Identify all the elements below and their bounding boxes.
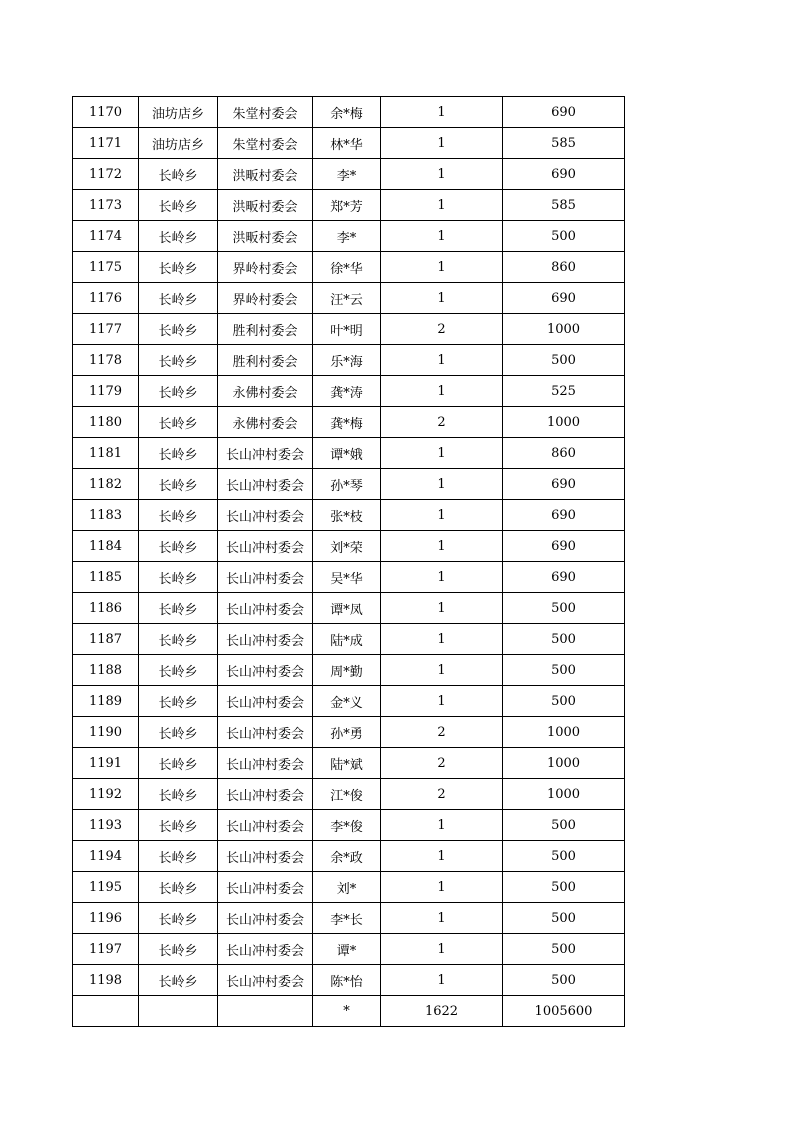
- amount-cell: 1000: [503, 779, 625, 810]
- table-row: [73, 500, 625, 531]
- township-cell: 长岭乡: [139, 531, 218, 562]
- row-number-cell: 1198: [73, 965, 139, 996]
- total-village-committee-cell: [218, 996, 313, 1027]
- township-cell: 长岭乡: [139, 252, 218, 283]
- row-number-cell: 1170: [73, 97, 139, 128]
- township-cell: 长岭乡: [139, 748, 218, 779]
- household-count-cell: 1: [381, 593, 503, 624]
- amount-cell: 500: [503, 965, 625, 996]
- total-row: [73, 996, 625, 1027]
- township-cell: 长岭乡: [139, 934, 218, 965]
- row-number-cell: 1175: [73, 252, 139, 283]
- table-row: [73, 438, 625, 469]
- table-row: [73, 624, 625, 655]
- table-body: [73, 97, 625, 1027]
- amount-cell: 500: [503, 221, 625, 252]
- township-cell: 长岭乡: [139, 717, 218, 748]
- amount-cell: 500: [503, 624, 625, 655]
- household-count-cell: 1: [381, 655, 503, 686]
- row-number-cell: 1174: [73, 221, 139, 252]
- amount-cell: 500: [503, 593, 625, 624]
- village-committee-cell: 朱堂村委会: [218, 97, 313, 128]
- amount-cell: 500: [503, 810, 625, 841]
- row-number-cell: 1187: [73, 624, 139, 655]
- household-count-cell: 1: [381, 686, 503, 717]
- amount-cell: 585: [503, 190, 625, 221]
- household-count-cell: 1: [381, 345, 503, 376]
- person-name-cell: 余*梅: [313, 97, 381, 128]
- table-row: [73, 562, 625, 593]
- person-name-cell: 徐*华: [313, 252, 381, 283]
- person-name-cell: 张*枝: [313, 500, 381, 531]
- row-number-cell: 1195: [73, 872, 139, 903]
- township-cell: 长岭乡: [139, 159, 218, 190]
- household-count-cell: 1: [381, 624, 503, 655]
- person-name-cell: 刘*: [313, 872, 381, 903]
- household-count-cell: 1: [381, 159, 503, 190]
- village-committee-cell: 长山冲村委会: [218, 903, 313, 934]
- row-number-cell: 1179: [73, 376, 139, 407]
- village-committee-cell: 长山冲村委会: [218, 748, 313, 779]
- row-number-cell: 1190: [73, 717, 139, 748]
- person-name-cell: 陆*斌: [313, 748, 381, 779]
- table-row: [73, 593, 625, 624]
- township-cell: 长岭乡: [139, 190, 218, 221]
- village-committee-cell: 长山冲村委会: [218, 779, 313, 810]
- row-number-cell: 1193: [73, 810, 139, 841]
- amount-cell: 500: [503, 934, 625, 965]
- person-name-cell: 李*俊: [313, 810, 381, 841]
- amount-cell: 585: [503, 128, 625, 159]
- row-number-cell: 1173: [73, 190, 139, 221]
- household-count-cell: 1: [381, 252, 503, 283]
- row-number-cell: 1197: [73, 934, 139, 965]
- household-count-cell: 1: [381, 531, 503, 562]
- township-cell: 长岭乡: [139, 965, 218, 996]
- household-count-cell: 1: [381, 469, 503, 500]
- row-number-cell: 1185: [73, 562, 139, 593]
- household-count-cell: 2: [381, 407, 503, 438]
- row-number-cell: 1171: [73, 128, 139, 159]
- amount-cell: 1000: [503, 407, 625, 438]
- table-row: [73, 469, 625, 500]
- row-number-cell: 1189: [73, 686, 139, 717]
- table-row: [73, 128, 625, 159]
- person-name-cell: 谭*娥: [313, 438, 381, 469]
- table-row: [73, 345, 625, 376]
- person-name-cell: 谭*凤: [313, 593, 381, 624]
- person-name-cell: 吴*华: [313, 562, 381, 593]
- amount-cell: 1000: [503, 717, 625, 748]
- household-count-cell: 2: [381, 717, 503, 748]
- household-count-cell: 1: [381, 221, 503, 252]
- amount-cell: 500: [503, 903, 625, 934]
- township-cell: 长岭乡: [139, 469, 218, 500]
- village-committee-cell: 永佛村委会: [218, 407, 313, 438]
- row-number-cell: 1196: [73, 903, 139, 934]
- township-cell: 长岭乡: [139, 283, 218, 314]
- village-committee-cell: 长山冲村委会: [218, 872, 313, 903]
- household-count-cell: 1: [381, 934, 503, 965]
- table-row: [73, 903, 625, 934]
- person-name-cell: 李*: [313, 221, 381, 252]
- table-row: [73, 97, 625, 128]
- village-committee-cell: 长山冲村委会: [218, 562, 313, 593]
- table-row: [73, 376, 625, 407]
- village-committee-cell: 长山冲村委会: [218, 438, 313, 469]
- village-committee-cell: 长山冲村委会: [218, 810, 313, 841]
- row-number-cell: 1178: [73, 345, 139, 376]
- amount-cell: 690: [503, 562, 625, 593]
- household-count-cell: 1: [381, 965, 503, 996]
- amount-cell: 500: [503, 686, 625, 717]
- amount-cell: 1000: [503, 748, 625, 779]
- row-number-cell: 1194: [73, 841, 139, 872]
- village-committee-cell: 长山冲村委会: [218, 841, 313, 872]
- person-name-cell: 江*俊: [313, 779, 381, 810]
- township-cell: 长岭乡: [139, 779, 218, 810]
- village-committee-cell: 长山冲村委会: [218, 965, 313, 996]
- household-count-cell: 1: [381, 128, 503, 159]
- village-committee-cell: 洪畈村委会: [218, 221, 313, 252]
- township-cell: 长岭乡: [139, 314, 218, 345]
- table-row: [73, 190, 625, 221]
- table-row: [73, 159, 625, 190]
- household-count-cell: 1: [381, 810, 503, 841]
- data-table: [72, 96, 625, 1027]
- township-cell: 油坊店乡: [139, 128, 218, 159]
- row-number-cell: 1172: [73, 159, 139, 190]
- township-cell: 长岭乡: [139, 407, 218, 438]
- total-row-number-cell: [73, 996, 139, 1027]
- village-committee-cell: 朱堂村委会: [218, 128, 313, 159]
- household-count-cell: 2: [381, 314, 503, 345]
- total-household-count-cell: 1622: [381, 996, 503, 1027]
- township-cell: 长岭乡: [139, 810, 218, 841]
- village-committee-cell: 界岭村委会: [218, 283, 313, 314]
- village-committee-cell: 长山冲村委会: [218, 655, 313, 686]
- household-count-cell: 1: [381, 283, 503, 314]
- amount-cell: 860: [503, 438, 625, 469]
- person-name-cell: 叶*明: [313, 314, 381, 345]
- township-cell: 长岭乡: [139, 376, 218, 407]
- person-name-cell: 汪*云: [313, 283, 381, 314]
- township-cell: 长岭乡: [139, 872, 218, 903]
- person-name-cell: 谭*: [313, 934, 381, 965]
- household-count-cell: 2: [381, 779, 503, 810]
- table-row: [73, 283, 625, 314]
- person-name-cell: 乐*海: [313, 345, 381, 376]
- person-name-cell: 陈*怡: [313, 965, 381, 996]
- table-row: [73, 314, 625, 345]
- village-committee-cell: 洪畈村委会: [218, 190, 313, 221]
- household-count-cell: 1: [381, 97, 503, 128]
- household-count-cell: 1: [381, 376, 503, 407]
- person-name-cell: 孙*琴: [313, 469, 381, 500]
- row-number-cell: 1182: [73, 469, 139, 500]
- table-row: [73, 655, 625, 686]
- person-name-cell: 郑*芳: [313, 190, 381, 221]
- row-number-cell: 1184: [73, 531, 139, 562]
- township-cell: 长岭乡: [139, 841, 218, 872]
- amount-cell: 690: [503, 531, 625, 562]
- village-committee-cell: 长山冲村委会: [218, 934, 313, 965]
- total-amount-cell: 1005600: [503, 996, 625, 1027]
- table-row: [73, 810, 625, 841]
- village-committee-cell: 长山冲村委会: [218, 469, 313, 500]
- village-committee-cell: 界岭村委会: [218, 252, 313, 283]
- amount-cell: 1000: [503, 314, 625, 345]
- table-row: [73, 407, 625, 438]
- household-count-cell: 1: [381, 562, 503, 593]
- person-name-cell: 李*长: [313, 903, 381, 934]
- table-row: [73, 872, 625, 903]
- village-committee-cell: 长山冲村委会: [218, 686, 313, 717]
- township-cell: 长岭乡: [139, 655, 218, 686]
- person-name-cell: 龚*涛: [313, 376, 381, 407]
- person-name-cell: 刘*荣: [313, 531, 381, 562]
- village-committee-cell: 长山冲村委会: [218, 593, 313, 624]
- person-name-cell: 周*勤: [313, 655, 381, 686]
- village-committee-cell: 长山冲村委会: [218, 500, 313, 531]
- village-committee-cell: 胜利村委会: [218, 345, 313, 376]
- person-name-cell: 林*华: [313, 128, 381, 159]
- table-row: [73, 965, 625, 996]
- table-row: [73, 717, 625, 748]
- township-cell: 长岭乡: [139, 686, 218, 717]
- person-name-cell: 李*: [313, 159, 381, 190]
- village-committee-cell: 长山冲村委会: [218, 624, 313, 655]
- table-row: [73, 252, 625, 283]
- township-cell: 长岭乡: [139, 903, 218, 934]
- village-committee-cell: 长山冲村委会: [218, 717, 313, 748]
- household-count-cell: 2: [381, 748, 503, 779]
- township-cell: 长岭乡: [139, 345, 218, 376]
- amount-cell: 500: [503, 841, 625, 872]
- row-number-cell: 1186: [73, 593, 139, 624]
- household-count-cell: 1: [381, 841, 503, 872]
- row-number-cell: 1181: [73, 438, 139, 469]
- township-cell: 长岭乡: [139, 593, 218, 624]
- table-row: [73, 934, 625, 965]
- village-committee-cell: 洪畈村委会: [218, 159, 313, 190]
- amount-cell: 690: [503, 500, 625, 531]
- total-person-name-cell: *: [313, 996, 381, 1027]
- amount-cell: 500: [503, 655, 625, 686]
- person-name-cell: 陆*成: [313, 624, 381, 655]
- amount-cell: 690: [503, 469, 625, 500]
- table-row: [73, 686, 625, 717]
- village-committee-cell: 长山冲村委会: [218, 531, 313, 562]
- table-row: [73, 531, 625, 562]
- person-name-cell: 孙*勇: [313, 717, 381, 748]
- amount-cell: 500: [503, 345, 625, 376]
- table-row: [73, 779, 625, 810]
- township-cell: 长岭乡: [139, 624, 218, 655]
- household-count-cell: 1: [381, 190, 503, 221]
- person-name-cell: 龚*梅: [313, 407, 381, 438]
- village-committee-cell: 胜利村委会: [218, 314, 313, 345]
- row-number-cell: 1177: [73, 314, 139, 345]
- household-count-cell: 1: [381, 903, 503, 934]
- village-committee-cell: 永佛村委会: [218, 376, 313, 407]
- person-name-cell: 余*政: [313, 841, 381, 872]
- total-township-cell: [139, 996, 218, 1027]
- township-cell: 长岭乡: [139, 562, 218, 593]
- row-number-cell: 1191: [73, 748, 139, 779]
- row-number-cell: 1183: [73, 500, 139, 531]
- amount-cell: 690: [503, 283, 625, 314]
- row-number-cell: 1192: [73, 779, 139, 810]
- amount-cell: 690: [503, 97, 625, 128]
- amount-cell: 690: [503, 159, 625, 190]
- person-name-cell: 金*义: [313, 686, 381, 717]
- household-count-cell: 1: [381, 500, 503, 531]
- table-row: [73, 841, 625, 872]
- row-number-cell: 1176: [73, 283, 139, 314]
- township-cell: 油坊店乡: [139, 97, 218, 128]
- table-row: [73, 221, 625, 252]
- table-row: [73, 748, 625, 779]
- amount-cell: 525: [503, 376, 625, 407]
- household-count-cell: 1: [381, 438, 503, 469]
- township-cell: 长岭乡: [139, 500, 218, 531]
- household-count-cell: 1: [381, 872, 503, 903]
- row-number-cell: 1180: [73, 407, 139, 438]
- township-cell: 长岭乡: [139, 221, 218, 252]
- township-cell: 长岭乡: [139, 438, 218, 469]
- amount-cell: 500: [503, 872, 625, 903]
- row-number-cell: 1188: [73, 655, 139, 686]
- amount-cell: 860: [503, 252, 625, 283]
